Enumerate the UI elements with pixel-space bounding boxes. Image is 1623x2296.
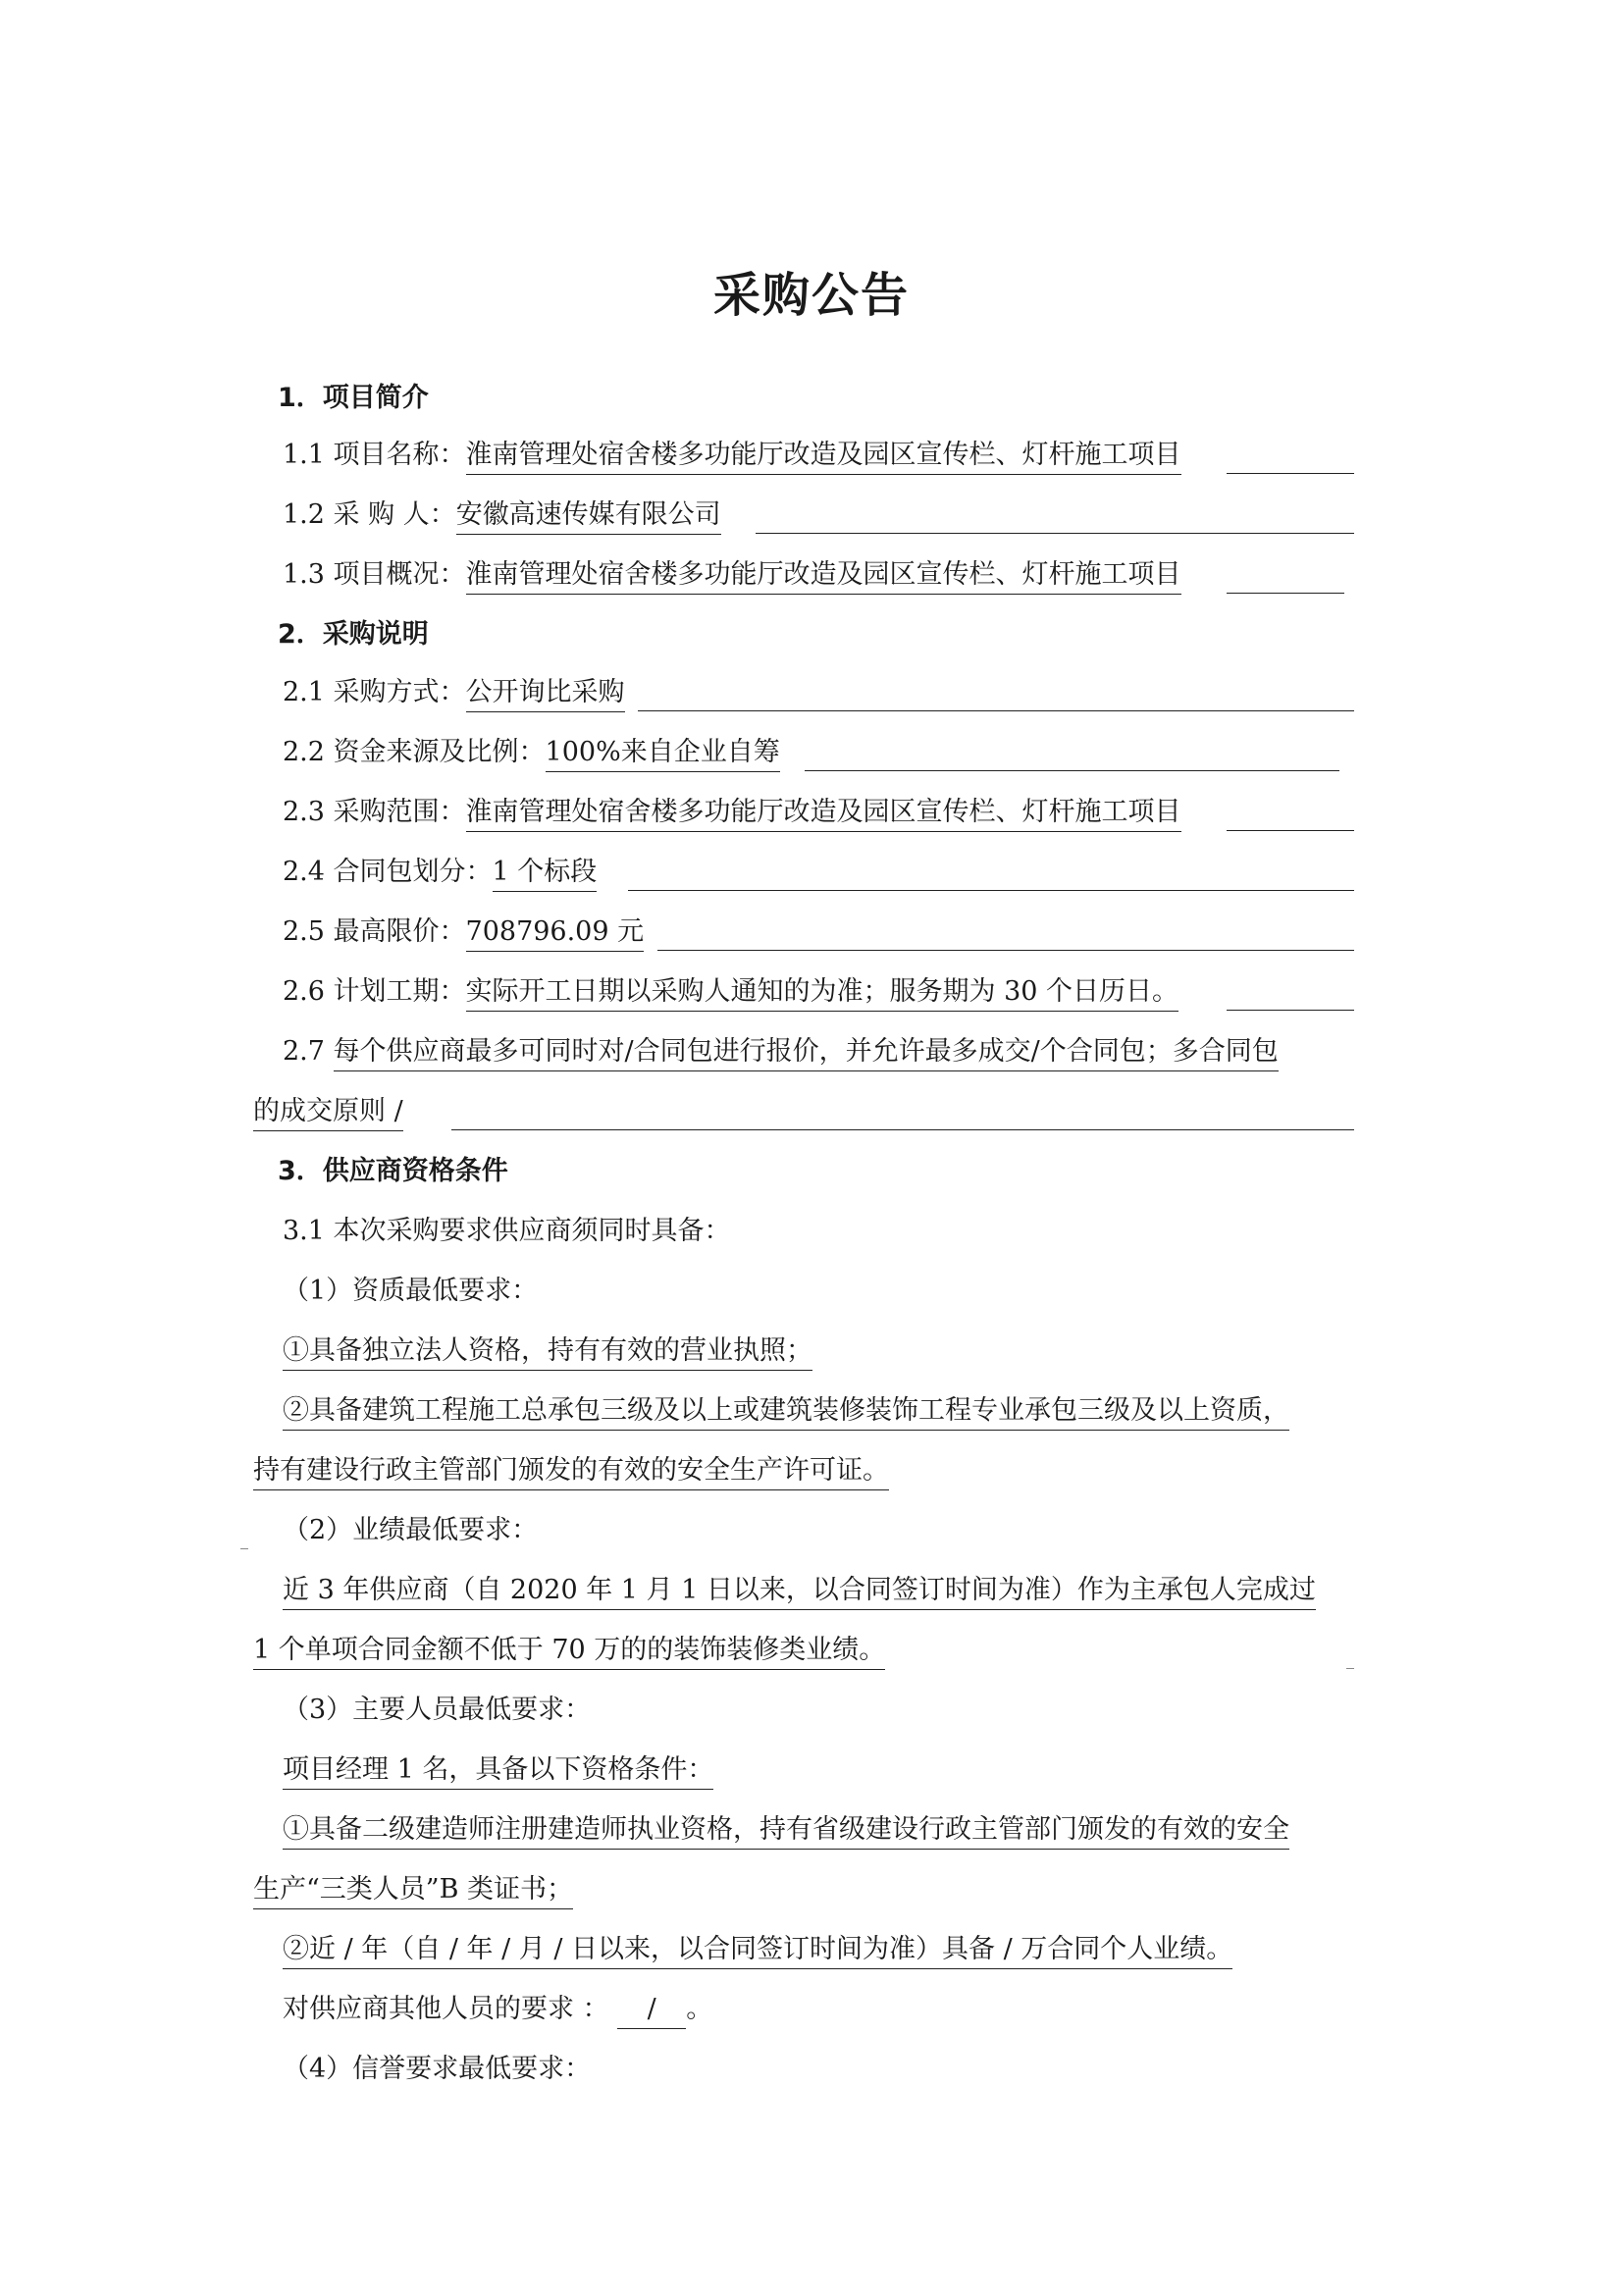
project-overview-line — [283, 558, 1181, 595]
performance-heading: （2）业绩最低要求： — [283, 1515, 539, 1545]
max-price-label: 2.5 最高限价： — [283, 916, 466, 947]
bid-rule-fill — [451, 1129, 1354, 1130]
bid-rule-line-1 — [283, 1035, 1279, 1071]
manager-requirement-2-text: ②近 / 年（自 / 年 / 月 / 日以来，以合同签订时间为准）具备 / 万合同个人业绩。 — [283, 1933, 1232, 1969]
contract-package-line — [283, 856, 597, 892]
purchase-scope-fill — [1227, 830, 1354, 831]
manager-requirement-1-text-1: ①具备二级建造师注册建造师执业资格，持有省级建设行政主管部门颁发的有效的安全 — [283, 1813, 1289, 1850]
qualification-item-2-line-1 — [283, 1394, 1289, 1431]
bid-rule-text-1: 每个供应商最多可同时对/合同包进行报价，并允许最多成交/个合同包；多合同包 — [334, 1035, 1279, 1071]
performance-line-2 — [253, 1634, 885, 1670]
fund-source-value: 100%来自企业自筹 — [546, 736, 780, 772]
purchaser-label: 1.2 采 购 人： — [283, 499, 456, 530]
manager-requirement-1-text-2: 生产“三类人员”B 类证书； — [253, 1873, 573, 1909]
purchase-method-line — [283, 676, 625, 712]
performance-text-2: 1 个单项合同金额不低于 70 万的的装饰装修类业绩。 — [253, 1634, 885, 1670]
qualification-item-1 — [283, 1334, 812, 1371]
contract-package-label: 2.4 合同包划分： — [283, 857, 493, 887]
section-2-heading: 2．采购说明 — [278, 619, 429, 650]
project-overview-fill — [1227, 593, 1344, 594]
project-name-fill — [1227, 473, 1354, 474]
other-personnel-end: 。 — [686, 1994, 713, 2024]
contract-package-fill — [628, 890, 1354, 891]
schedule-label: 2.6 计划工期： — [283, 976, 466, 1007]
other-personnel-line — [283, 1993, 712, 2029]
bid-rule-text-2: 的成交原则 / — [253, 1095, 403, 1131]
purchase-scope-line — [283, 796, 1181, 832]
project-name-line — [283, 439, 1181, 475]
requirement-intro: 3.1 本次采购要求供应商须同时具备： — [283, 1216, 731, 1246]
max-price-value: 708796.09 元 — [466, 915, 645, 952]
qualification-item-2-text-1: ②具备建筑工程施工总承包三级及以上或建筑装修装饰工程专业承包三级及以上资质， — [283, 1394, 1289, 1431]
purchase-scope-label: 2.3 采购范围： — [283, 797, 466, 827]
purchaser-line — [283, 498, 721, 535]
project-name-value: 淮南管理处宿舍楼多功能厅改造及园区宣传栏、灯杆施工项目 — [466, 439, 1181, 475]
manager-requirement-2-line — [283, 1933, 1232, 1969]
personnel-heading: （3）主要人员最低要求： — [283, 1695, 592, 1725]
qualification-item-2-line-2 — [253, 1454, 889, 1490]
bid-rule-label: 2.7 — [283, 1036, 334, 1067]
manager-requirement-1-line-2 — [253, 1873, 573, 1909]
purchase-method-fill — [638, 710, 1354, 711]
section-3-heading: 3．供应商资格条件 — [278, 1156, 508, 1186]
purchaser-fill — [756, 533, 1354, 534]
project-overview-value: 淮南管理处宿舍楼多功能厅改造及园区宣传栏、灯杆施工项目 — [466, 558, 1181, 595]
schedule-value: 实际开工日期以采购人通知的为准；服务期为 30 个日历日。 — [466, 975, 1179, 1012]
performance-line-1 — [283, 1574, 1316, 1610]
purchase-method-value: 公开询比采购 — [466, 676, 625, 712]
project-overview-label: 1.3 项目概况： — [283, 559, 466, 590]
bid-rule-line-2 — [253, 1095, 403, 1131]
project-manager-text: 项目经理 1 名，具备以下资格条件： — [283, 1753, 713, 1790]
qualification-item-1-text: ①具备独立法人资格，持有有效的营业执照； — [283, 1334, 812, 1371]
scan-mark — [240, 1548, 248, 1549]
performance-text-1: 近 3 年供应商（自 2020 年 1 月 1 日以来，以合同签订时间为准）作为主承包人完成过 — [283, 1574, 1316, 1610]
max-price-fill — [657, 950, 1354, 951]
other-personnel-label: 对供应商其他人员的要求 ： — [283, 1994, 609, 2024]
schedule-line — [283, 975, 1178, 1012]
qualification-heading: （1）资质最低要求： — [283, 1276, 539, 1306]
credit-heading: （4）信誉要求最低要求： — [283, 2054, 592, 2084]
fund-source-fill — [805, 770, 1339, 771]
page-title: 采购公告 — [712, 268, 910, 323]
purchase-scope-value: 淮南管理处宿舍楼多功能厅改造及园区宣传栏、灯杆施工项目 — [466, 796, 1181, 832]
contract-package-value: 1 个标段 — [493, 856, 598, 892]
scan-mark — [1346, 1668, 1354, 1669]
project-manager-line — [283, 1753, 713, 1790]
qualification-item-2-text-2: 持有建设行政主管部门颁发的有效的安全生产许可证。 — [253, 1454, 889, 1490]
section-1-heading: 1．项目简介 — [278, 383, 429, 413]
schedule-fill — [1227, 1010, 1354, 1011]
other-personnel-value: / — [617, 1993, 686, 2029]
project-name-label: 1.1 项目名称： — [283, 440, 466, 470]
fund-source-label: 2.2 资金来源及比例： — [283, 737, 546, 767]
purchase-method-label: 2.1 采购方式： — [283, 677, 466, 707]
max-price-line — [283, 915, 644, 952]
fund-source-line — [283, 736, 780, 772]
purchaser-value: 安徽高速传媒有限公司 — [456, 498, 721, 535]
manager-requirement-1-line-1 — [283, 1813, 1289, 1850]
